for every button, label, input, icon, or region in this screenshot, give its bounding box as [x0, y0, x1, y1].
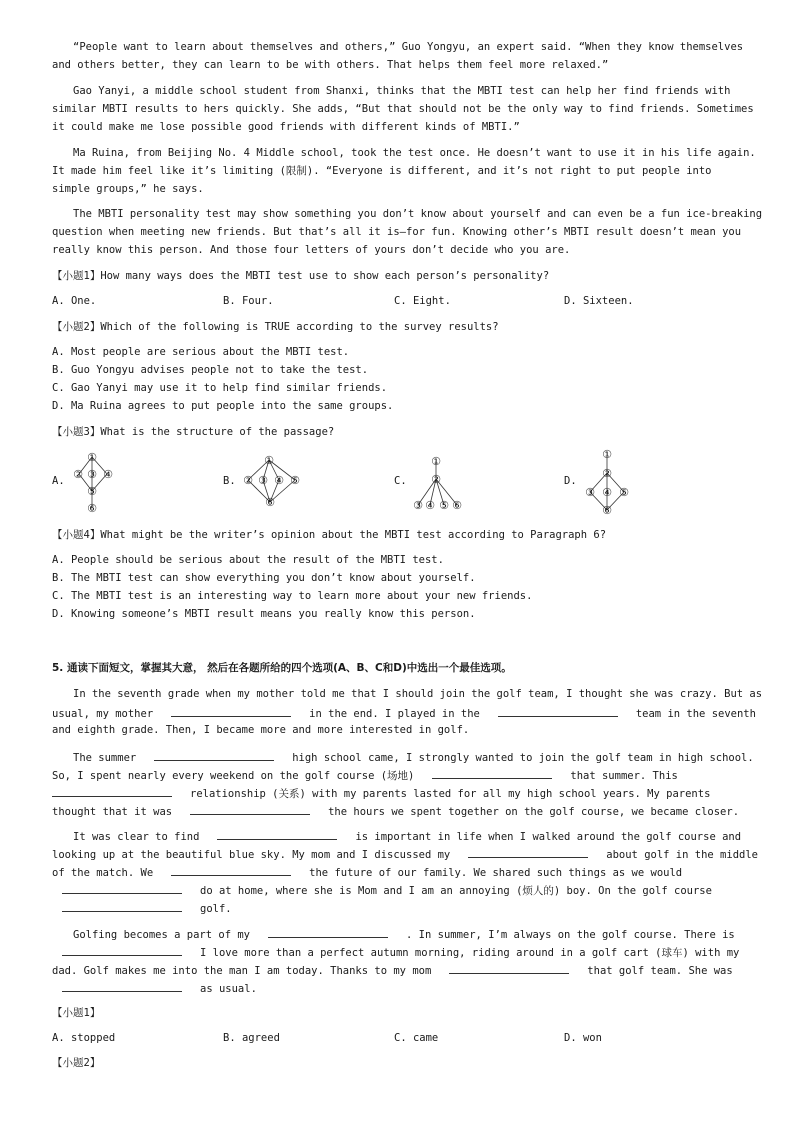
text-line: question when meeting new friends. But that’s all it is—for fun. Knowing other’s MBTI result doesn’t mean you [52, 226, 742, 238]
q1-option-b[interactable]: B. Four. [223, 295, 274, 307]
blank-8[interactable] [468, 844, 588, 858]
node-3: ③ [87, 468, 97, 481]
structure-diagram-d[interactable] [578, 444, 638, 520]
node-2: ② [431, 473, 441, 486]
text-line: It made him feel like it’s limiting (限制). “Everyone is different, and it’s not right to put people into [52, 165, 712, 177]
text-segment: dad. Golf makes me into the man I am today. Thanks to my mom [52, 965, 432, 977]
text-line [52, 783, 742, 801]
q4-option-c[interactable]: C. The MBTI test is an interesting way to learn more about your new friends. [52, 590, 533, 602]
question-1-stem: 【小题1】How many ways does the MBTI test use to show each person’s personality? [52, 270, 550, 282]
node-3: ③ [258, 474, 268, 487]
blank-7[interactable] [217, 826, 337, 840]
node-5: ⑤ [87, 485, 97, 498]
text-line: and eighth grade. Then, I became more and more interested in golf. [52, 724, 470, 736]
q2-option-d[interactable]: D. Ma Ruina agrees to put people into the same groups. [52, 400, 394, 412]
text-segment: usual, my mother [52, 708, 154, 720]
text-segment: of the match. We [52, 867, 154, 879]
node-1: ① [602, 448, 612, 461]
text-line [52, 747, 754, 765]
node-4: ④ [103, 468, 113, 481]
text-line [52, 826, 742, 844]
text-line: Gao Yanyi, a middle school student from Shanxi, thinks that the MBTI test can help her find friends with [73, 85, 731, 97]
text-line [52, 765, 742, 783]
text-line [52, 703, 756, 721]
q2-option-a[interactable]: A. Most people are serious about the MBTI test. [52, 346, 350, 358]
blank-13[interactable] [62, 942, 182, 956]
node-1: ① [87, 451, 97, 464]
question-2-stem: 【小题2】Which of the following is TRUE according to the survey results? [52, 321, 499, 333]
text-line: Ma Ruina, from Beijing No. 4 Middle school, took the test once. He doesn’t want to use it in his life again. [73, 147, 756, 159]
node-6: ⑥ [87, 502, 97, 515]
paragraph-conclusion [52, 205, 763, 259]
node-4: ④ [602, 486, 612, 499]
text-line: The MBTI personality test may show something you don’t know about yourself and can even be a fun ice-breaking [73, 208, 763, 220]
text-line [52, 942, 742, 960]
q4-option-d[interactable]: D. Knowing someone’s MBTI result means you really know this person. [52, 608, 476, 620]
text-segment: golf. [200, 903, 232, 915]
blank-6[interactable] [190, 801, 310, 815]
node-6: ⑥ [452, 499, 462, 512]
s5-q1-option-c[interactable]: C. came [394, 1032, 439, 1044]
q1-option-a[interactable]: A. One. [52, 295, 97, 307]
s5-q1-option-b[interactable]: B. agreed [223, 1032, 280, 1044]
text-segment: high school came, I strongly wanted to join the golf team in high school. [292, 752, 754, 764]
text-line: really know this person. And those four letters of yours don’t decide who you are. [52, 244, 571, 256]
text-segment: The summer [73, 752, 137, 764]
node-4: ④ [274, 474, 284, 487]
section-5-question-2-stem: 【小题2】 [52, 1057, 101, 1069]
text-segment: . In summer, I’m always on the golf course. There is [406, 929, 735, 941]
text-line: it could make me lose possible good friends with different kinds of MBTI.” [52, 121, 520, 133]
question-4-stem: 【小题4】What might be the writer’s opinion about the MBTI test according to Paragraph 6? [52, 529, 607, 541]
structure-diagram-c[interactable] [408, 450, 468, 514]
node-1: ① [264, 454, 274, 467]
blank-9[interactable] [171, 862, 291, 876]
paragraph-guo [52, 38, 742, 74]
cloze-paragraph-3 [52, 826, 758, 916]
blank-1[interactable] [171, 703, 291, 717]
section-5-question-1-stem: 【小题1】 [52, 1007, 101, 1019]
text-line [52, 844, 758, 862]
blank-11[interactable] [62, 898, 182, 912]
text-segment: team in the seventh [635, 708, 756, 720]
text-segment: that summer. This [570, 770, 678, 782]
node-2: ② [602, 467, 612, 480]
cloze-paragraph-4 [52, 924, 742, 996]
node-5: ⑤ [439, 499, 449, 512]
text-segment: looking up at the beautiful blue sky. My mom and I discussed my [52, 849, 451, 861]
text-line: and others better, they can learn to be with others. That helps them feel more relaxed.” [52, 59, 609, 71]
text-line: “People want to learn about themselves and others,” Guo Yongyu, an expert said. “When they know themselves [73, 41, 744, 53]
node-1: ① [431, 455, 441, 468]
text-segment: as usual. [200, 983, 257, 995]
text-segment: thought that it was [52, 806, 173, 818]
q4-option-b[interactable]: B. The MBTI test can show everything you don’t know about yourself. [52, 572, 476, 584]
text-segment: relationship (关系) with my parents lasted for all my high school years. My parents [190, 788, 711, 800]
paragraph-ma [52, 144, 756, 198]
text-segment: the hours we spent together on the golf course, we became closer. [328, 806, 740, 818]
text-line: simple groups,” he says. [52, 183, 204, 195]
blank-14[interactable] [449, 960, 569, 974]
cloze-paragraph-2 [52, 747, 754, 819]
text-segment: do at home, where she is Mom and I am an annoying (烦人的) boy. On the golf course [200, 885, 712, 897]
text-segment: I love more than a perfect autumn morning, riding around in a golf cart (球车) with my [200, 947, 740, 959]
text-line [52, 978, 742, 996]
text-segment: So, I spent nearly every weekend on the golf course (场地) [52, 770, 415, 782]
q3-option-c-label[interactable]: C. [394, 475, 407, 487]
text-segment: It was clear to find [73, 831, 200, 843]
q2-option-b[interactable]: B. Guo Yongyu advises people not to take the test. [52, 364, 369, 376]
question-3-stem: 【小题3】What is the structure of the passage? [52, 426, 335, 438]
q2-option-c[interactable]: C. Gao Yanyi may use it to help find similar friends. [52, 382, 388, 394]
blank-3[interactable] [154, 747, 274, 761]
q4-option-a[interactable]: A. People should be serious about the result of the MBTI test. [52, 554, 444, 566]
node-4: ④ [425, 499, 435, 512]
node-6: ⑥ [602, 504, 612, 517]
node-2: ② [73, 468, 83, 481]
structure-diagram-b[interactable] [238, 450, 308, 512]
structure-diagram-a[interactable] [66, 448, 122, 518]
section-5-heading: 5. 通读下面短文，掌握其大意， 然后在各题所给的四个选项(A、B、C和D)中选出一个最佳选项。 [52, 662, 512, 674]
text-line: similar MBTI results to hers quickly. She adds, “But that should not be the only way to find friends. Sometimes [52, 103, 754, 115]
blank-15[interactable] [62, 978, 182, 992]
blank-2[interactable] [498, 703, 618, 717]
text-segment: about golf in the middle [606, 849, 758, 861]
paragraph-gao [52, 82, 754, 136]
node-5: ⑤ [619, 486, 629, 499]
text-segment: is important in life when I walked around the golf course and [355, 831, 742, 843]
text-line [52, 801, 742, 819]
q3-option-d-label[interactable]: D. [564, 475, 577, 487]
node-5: ⑤ [290, 474, 300, 487]
s5-q1-option-a[interactable]: A. stopped [52, 1032, 116, 1044]
s5-q1-option-d[interactable]: D. won [564, 1032, 602, 1044]
blank-10[interactable] [62, 880, 182, 894]
text-segment: that golf team. She was [587, 965, 733, 977]
node-6: ⑥ [265, 496, 275, 509]
q3-option-a-label[interactable]: A. [52, 475, 65, 487]
q1-option-c[interactable]: C. Eight. [394, 295, 451, 307]
text-segment: the future of our family. We shared such things as we would [309, 867, 683, 879]
blank-5[interactable] [52, 783, 172, 797]
text-line [52, 880, 742, 898]
text-line [52, 862, 742, 880]
text-line [52, 898, 742, 916]
blank-4[interactable] [432, 765, 552, 779]
q3-option-b-label[interactable]: B. [223, 475, 236, 487]
cloze-paragraph-1 [52, 685, 763, 739]
node-2: ② [243, 474, 253, 487]
text-line [52, 960, 742, 978]
q1-option-d[interactable]: D. Sixteen. [564, 295, 634, 307]
text-line [52, 924, 742, 942]
node-3: ③ [413, 499, 423, 512]
text-segment: in the end. I played in the [309, 708, 480, 720]
text-segment: Golfing becomes a part of my [73, 929, 251, 941]
text-line: In the seventh grade when my mother told me that I should join the golf team, I thought she was crazy. But as [73, 688, 763, 700]
blank-12[interactable] [268, 924, 388, 938]
node-3: ③ [585, 486, 595, 499]
